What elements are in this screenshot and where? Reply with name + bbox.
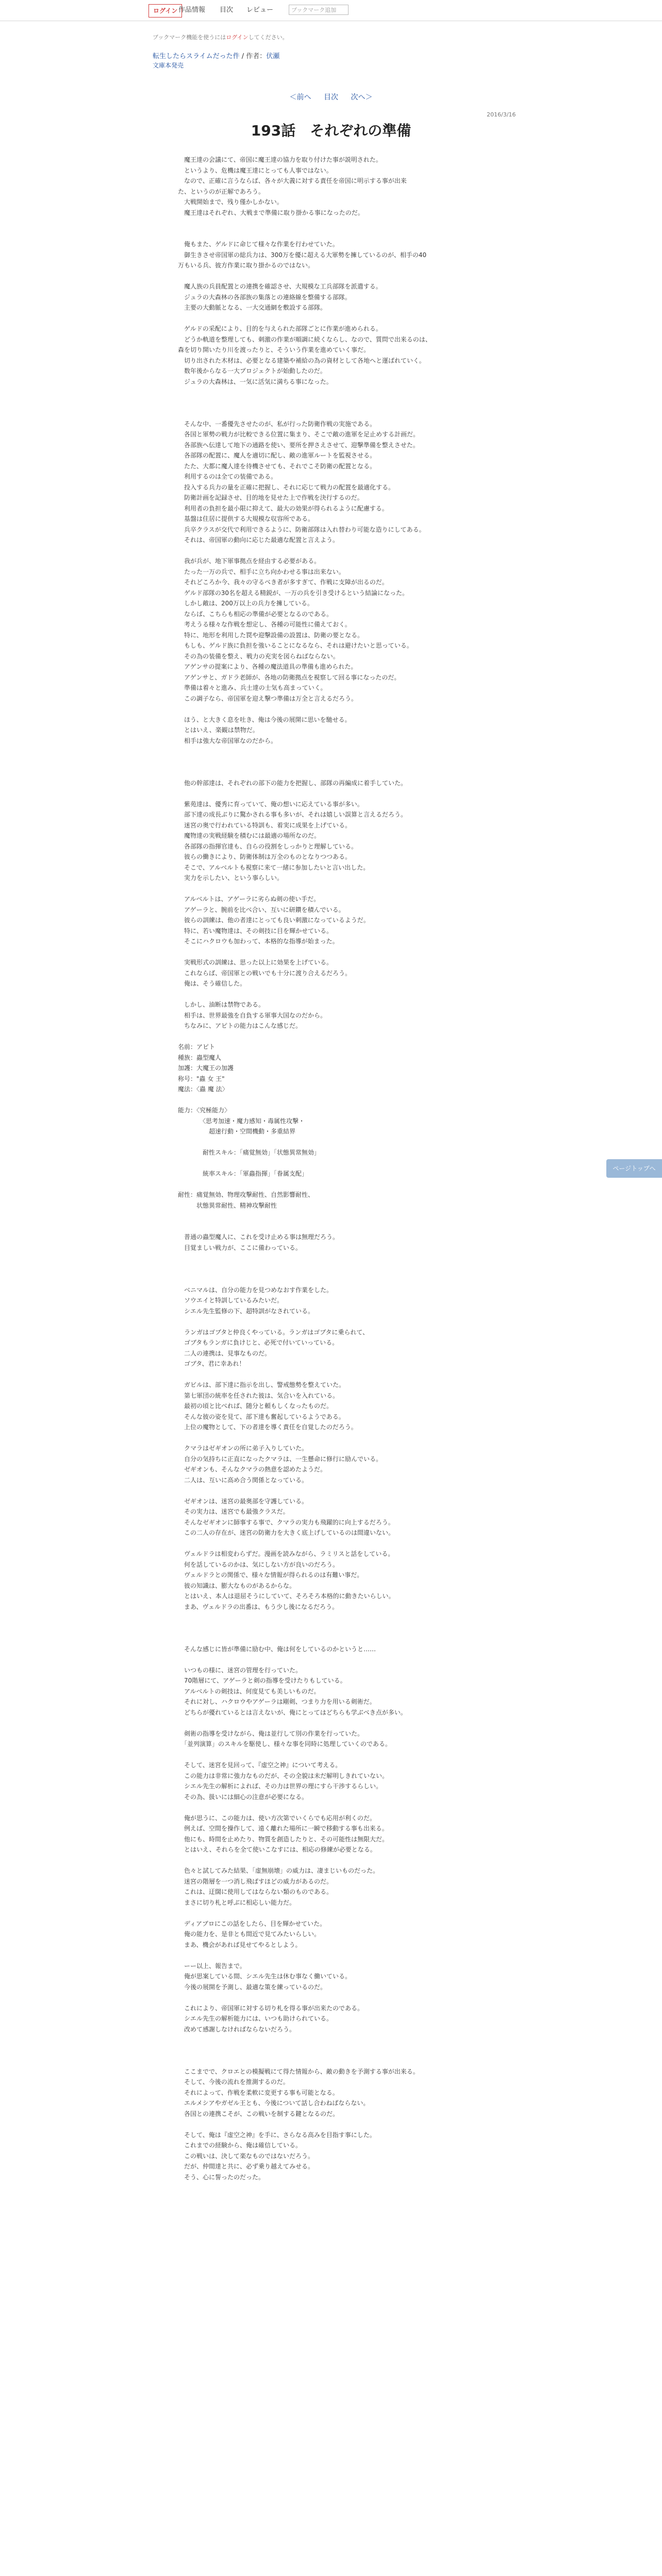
body-line: 能力：〈究極能力〉 [178,1107,231,1114]
body-line: 他にも、時間を止めたり、物質を創造したりと、その可能性は無限大だ。 [178,1835,389,1843]
body-line: その実力は、迷宮でも最強クラスだ。 [178,1508,289,1515]
body-line: 彼らの訓練は、他の者達にとっても良い刺激になっているようだ。 [178,917,370,924]
body-line: ジュラの大森林の各部族の集落との連絡線を整備する部隊。 [178,293,351,301]
body-line: 基盤は住居に提供する大規模な収容所である。 [178,515,315,522]
body-line: 防衛計画を記録させ、目的地を見せた上で作戦を決行するのだ。 [178,494,363,501]
body-line: 部下達の成長ぶりに驚かされる事も多いが、それは嬉しい誤算と言えるだろう。 [178,811,407,818]
body-line: それに対し、ハクロウやアゲーラは剛剣、つまり力を用いる剣術だ。 [178,1698,376,1705]
body-line: その為の装備を整え、戦力の充実を図らねばならない。 [178,652,339,660]
body-line: だが、仲間達と共に、必ず乗り越えてみせる。 [178,2163,315,2170]
body-line: これは、迂闊に使用してはならない類のものである。 [178,1888,333,1895]
body-line: 魔人族の兵員配置との連携を確認させ、大規模な工兵部隊を派遣する。 [178,283,382,290]
next-chapter-link[interactable]: 次へ＞ [351,93,373,101]
page-top-button[interactable]: ページトップへ [606,1159,662,1178]
body-line [178,1158,487,1169]
body-line: 万もいる兵、彼方作業に取り掛かるのではない。 [178,262,315,269]
body-line [178,1369,487,1380]
body-line: 普通の蟲型魔人に、これを受け止める事は無理だろう。 [178,1233,339,1241]
body-line: 特に、地形を利用した罠や迎撃設備の設置は、防衛の要となる。 [178,631,364,639]
body-line: そして、今後の流れを推測するのだ。 [178,2078,289,2086]
body-line: 改めて感謝しなければならないだろう。 [178,2025,296,2033]
notice-prefix: ブックマーク機能を使うには [153,34,226,41]
body-line: シエル先生監修の下、超特訓がなされている。 [178,1307,315,1315]
body-line: そして、迷宮を見回って、『虚空之神』について考える。 [178,1761,342,1769]
body-line [178,1433,487,1444]
body-line: 利用者の負担を最小限に抑えて、最大の効果が得られるように配慮する。 [178,504,388,512]
body-line: この能力は非常に強力なものだが、その全貌は未だ解明しきれていない。 [178,1772,389,1780]
body-line: 名前：アピト [178,1043,216,1050]
body-line: 色々と試してみた結果、「虚無崩壊」の威力は、凄まじいものだった。 [178,1867,379,1874]
body-line: そんな彼の姿を見て、部下達も奮起しているようである。 [178,1413,345,1420]
body-line: どうか軌道を整理しても、刺激の作業が順調に続くならし、なので、質問で出来るのは、 [178,335,432,343]
body-line: そこで、アルベルトも視察に来て一緒に参加したいと言い出した。 [178,863,370,871]
body-line: 御生きさせ帝国軍の総兵力は、300万を優に超える大軍勢を擁しているのが、相手の40 [178,251,427,259]
body-line: 俺が思うに、この能力は、使い方次第でいくらでも応用が利くのだ。 [178,1814,376,1822]
body-line: ならば、こちらも相応の準備が必要となるのである。 [178,610,333,618]
body-line: 各国と軍勢の戦力が比較できる位置に集まり、そこで敵の進軍を足止めする計画だ。 [178,431,420,438]
body-line: 俺が思案している間、シエル先生は休む事なく働いている。 [178,1973,352,1980]
body-line [178,313,487,324]
body-line [178,1211,487,1222]
body-line: アルベルトの剣技は、何度見ても美しいものだ。 [178,1687,320,1695]
body-line: ソウエイと特訓しているみたいだ。 [178,1297,284,1304]
body-line: しかし、油断は禁物である。 [178,1001,265,1008]
body-line: ガビルは、部下達に指示を出し、警戒態勢を整えていた。 [178,1381,345,1388]
notice-login-link[interactable]: ログイン [226,34,249,41]
body-line: 状態異常耐性、精神攻撃耐性 [178,1201,277,1209]
body-line: ゲルド部隊の30名を超える精鋭が、一万の兵を引き受けるという結論になった。 [178,589,409,597]
body-line: 実戦形式の訓練は、思った以上に効果を上げている。 [178,959,333,966]
body-line [178,1264,487,1275]
body-line: 相手は、世界最強を自負する軍事大国なのだから。 [178,1011,327,1019]
body-line: どちらが優れているとは言えないが、俺にとってはどちらも学ぶべき点が多い。 [178,1708,407,1716]
login-button[interactable]: ログイン [148,4,182,18]
body-line: そんな感じに皆が準備に励む中、俺は何をしているのかというと…… [178,1645,376,1653]
body-line: とはいえ、本人は退屈そうにしていて、そろそろ本格的に動きたいらしい。 [178,1592,395,1600]
body-line: アルベルトは、アゲーラに劣らぬ剣の使い手だ。 [178,895,320,903]
author-prefix: 作者： [246,53,267,60]
body-line: 準備は着々と進み、兵士達の士気も高まっていく。 [178,684,327,691]
body-line [178,1950,487,1961]
body-line [178,1654,487,1665]
body-line: 俺もまた、ゲルドに命じて様々な作業を行わせていた。 [178,241,339,248]
body-line: 魔法：〈蟲 魔 法〉 [178,1086,228,1093]
body-line: 相手は強大な帝国軍なのだから。 [178,737,277,744]
body-line: 各部族へ伝達して地下の通路を使い、要所を押さえさせて、迎撃準備を整えさせた。 [178,441,419,449]
body-line: ゼギオンは、迷宮の最奥部を守護している。 [178,1497,308,1505]
body-line [178,1992,487,2003]
body-line: ゴブタもランガに負けじと、必死で付いていっている。 [178,1339,339,1346]
toc-link[interactable]: 目次 [324,93,338,101]
nav-review-link[interactable]: レビュー [246,6,274,14]
body-line: ヴェルドラは相変わらずだ。漫画を読みながら、ラミリスと話をしている。 [178,1550,394,1557]
series-title[interactable]: 転生したらスライムだった件 / 作者：伏瀬 [153,53,280,60]
body-line: そう、心に誓ったのだった。 [178,2173,265,2181]
body-line [178,746,487,757]
body-line: 投入する兵力の量を正確に把握し、それに応じて戦力の配置を最適化する。 [178,483,395,491]
body-line: 二人は、互いに高め合う関係となっている。 [178,1476,308,1484]
body-line: 例えば、空間を操作して、遠く離れた場所に一瞬で移動する事も出来る。 [178,1825,388,1832]
body-line: 森を切り開いたり川を渡ったりと、そういう作業を進めていく事だ。 [178,346,370,353]
body-line [178,1538,487,1549]
body-line: これならば、帝国軍との戦いでも十分に渡り合えるだろう。 [178,969,352,977]
body-line: ゲルドの采配により、目的を与えられた部隊ごとに作業が進められる。 [178,325,382,332]
body-line: 魔王達はそれぞれ、大戦まで準備に取り掛かる事になったのだ。 [178,209,364,216]
body-line [178,1750,487,1760]
body-line: それは、帝国軍の動向に応じた最適な配置と言えよう。 [178,536,339,544]
body-line [178,1633,487,1644]
body-line [178,1623,487,1634]
body-line: ほう、と大きく息を吐き、俺は今後の展開に思いを馳せる。 [178,716,351,723]
body-line: まさに切り札と呼ぶに相応しい能力だ。 [178,1899,296,1906]
body-line [178,1137,487,1148]
body-line [178,1855,487,1866]
body-line [178,947,487,958]
body-line [178,1179,487,1190]
body-line: ちなみに、アピトの能力はこんな感じだ。 [178,1022,302,1029]
body-line: この調子なら、帝国軍を迎え撃つ準備は万全と言えるだろう。 [178,694,358,702]
pager-top [0,92,662,102]
body-line [178,757,487,768]
body-line: 今後の展開を予測し、最適な策を練っているのだ。 [178,1983,327,1991]
body-line [178,2035,487,2045]
body-line: ここまでで、クロエとの模擬戦にて得た情報から、敵の動きを予測する事が出来る。 [178,2067,419,2075]
body-line: 何を話しているのかは、気にしない方が良いのだろう。 [178,1561,339,1568]
body-line: ゼギオンも、そんなクマラの熱意を認めたようだ。 [178,1466,327,1473]
body-line: 自分の気持ちに正直になったクマラは、一生懸命に修行に励んでいる。 [178,1455,383,1463]
nav-work-info-link[interactable]: 作品情報 [178,6,206,14]
body-line: アゲンサの提案により、各種の魔法道具の準備も進められた。 [178,663,357,670]
chapter-body [178,155,487,2182]
body-line [178,2119,487,2130]
body-line: 第七軍団の統率を任された彼は、気合いを入れている。 [178,1392,339,1399]
body-line: それによって、作戦を柔軟に変更する事も可能となる。 [178,2089,339,2096]
body-line: 彼の知識は、膨大なものがあるからな。 [178,1582,296,1589]
bookmark-add-box[interactable]: ブックマーク追加 [289,5,349,15]
body-line: これにより、帝国軍に対する切り札を得る事が出来たのである。 [178,2004,364,2012]
body-line: まあ、ヴェルドラの出番は、もう少し後になるだろう。 [178,1603,339,1611]
chapter-title: 193話 それぞれの準備 [251,122,411,139]
body-line: 種族：蟲型魔人 [178,1054,222,1061]
body-line [178,408,487,419]
body-line: 二人の連携は、見事なものだ。 [178,1349,271,1357]
body-line: それどころか今、我々の守るべき者が多すぎて、作戦に支障が出るのだ。 [178,579,388,586]
body-line [178,1718,487,1728]
body-line: 各部隊の配置に、魔人を適切に配し、敵の進軍ルートを監視させる。 [178,452,376,459]
body-line [178,1031,487,1042]
body-line: 耐性：痛覚無効、物理攻撃耐性、自然影響耐性、 [178,1191,315,1198]
body-line: 加護：大魔王の加護 [178,1064,234,1072]
body-line [178,1485,487,1496]
body-line: この戦いは、決して楽なものではないだろう。 [178,2152,315,2160]
body-line: 大戦開始まで、残り僅かしかない。 [178,198,283,206]
body-line: まあ、機会があれば見せてやるとしよう。 [178,1941,302,1948]
body-line: 上位の魔物として、下の者達を導く責任を自覚したのだろう。 [178,1423,357,1431]
body-line [178,767,487,778]
body-line [178,218,487,229]
prev-chapter-link[interactable]: ＜前へ [289,93,311,101]
body-line [178,1316,487,1327]
body-line: 特に、若い魔物達は、その剣技に目を輝かせている。 [178,927,333,935]
body-line: この二人の存在が、迷宮の防衛力を大きく底上げしているのは間違いない。 [178,1529,395,1536]
body-line [178,546,487,556]
body-line [178,271,487,282]
body-line: 魔王達の会議にて、帝国に魔王達の協力を取り付けた事が説明された。 [178,156,382,163]
body-line: ジュラの大森林は、一気に活気に満ちる事になった。 [178,378,333,385]
body-line [178,1612,487,1623]
body-line: 実力を示したい、という事らしい。 [178,874,284,882]
body-line: ランガはゴブタと仲良くやっている。ランガはゴブタに乗られて、 [178,1328,369,1336]
series-subtitle: 文庫本発売 [153,62,184,69]
body-line: 〈思考加速・魔力感知・毒属性攻撃・ [178,1117,305,1125]
series-title-text[interactable]: 転生したらスライムだった件 [153,53,240,60]
body-line: クマラはゼギオンの所に弟子入りしていた。 [178,1445,308,1452]
body-line [178,1274,487,1285]
notice-suffix: してください。 [248,34,288,41]
body-line: 他の幹部達は、それぞれの部下の能力を把握し、部隊の再編成に着手していた。 [178,779,407,787]
body-line: 目覚ましい戦力が、ここに備わっている。 [178,1244,302,1251]
publish-date: 2016/3/16 [487,111,516,118]
body-line: 「並列演算」のスキルを駆使し、様々な事を同時に処理していくのである。 [178,1740,391,1748]
body-line: 最初の頃と比べれば、随分と頼もしくなったものだ。 [178,1402,333,1410]
nav-toc-link[interactable]: 目次 [220,6,234,14]
body-line [178,398,487,409]
body-line: そして、俺は『虚空之神』を手に、さらなる高みを目指す事にした。 [178,2131,376,2139]
body-line: なので、正確に言うならば、各々が大義に対する責任を帝国に明示する事が出来 [178,177,407,184]
body-line: ゴブタ、君に幸あれ！ [178,1360,245,1367]
body-line: ーー以上、報告まで。 [178,1962,246,1970]
body-line: そんなゼギオンに師事する事で、クマラの実力も飛躍的に向上するだろう。 [178,1518,394,1526]
top-navigation-bar [0,0,662,21]
body-line: 考えうる様々な作戦を想定し、各種の可能性に備えておく。 [178,621,351,628]
body-line [178,704,487,715]
body-line: 称号："蟲 女 王" [178,1075,225,1082]
body-line: 各部隊の指揮官達も、自らの役割をしっかりと理解している。 [178,842,358,850]
body-line: 数年後からなる一大プロジェクトが始動したのだ。 [178,367,326,375]
body-line [178,1802,487,1813]
body-line: エルメシアやガゼル王とも、今後について話し合わねばならない。 [178,2099,370,2107]
body-line: 彼らの働きにより、防衛体制は万全のものとなりつつある。 [178,853,352,860]
body-line: いつもの様に、迷宮の管理を行っていた。 [178,1666,302,1674]
body-line: 利用するのは全ての装備である。 [178,473,277,480]
body-line [178,1095,487,1106]
body-line: とはいえ、楽観は禁物だ。 [178,726,259,734]
body-line: ヴェルドラとの関係で、様々な情報が得られるのは有難い事だ。 [178,1571,363,1579]
body-line: これまでの経験から、俺は確信している。 [178,2142,302,2149]
body-line: 兵卒クラスが交代で利用できるように、防衛部隊は入れ替わり可能な造りにしてある。 [178,526,425,533]
body-line: アゲーラと、腕前を比べ合い、互いに研鑽を積んでいる。 [178,906,345,913]
body-line [178,1908,487,1919]
body-line: とはいえ、それらを全て使いこなすには、相応の修練が必要となる。 [178,1846,376,1853]
body-line: 統率スキル：「軍蟲指揮」「眷属支配」 [178,1170,308,1177]
body-line: そこにハクロウも加わって、本格的な指導が始まった。 [178,938,339,945]
body-line: 超速行動・空間機動・多重結界 [178,1128,296,1135]
body-line: た、というのが正解であろう。 [178,188,265,195]
body-line: シエル先生の解析によれば、その力は世界の理にすら干渉するらしい。 [178,1783,383,1790]
body-line: ベニマルは、自分の能力を見つめなおす作業をした。 [178,1286,333,1294]
login-notice [153,33,288,41]
body-line: その為、扱いには細心の注意が必要になる。 [178,1793,308,1801]
body-line: 迷宮の階層を一つ消し飛ばすほどの威力があるのだ。 [178,1877,333,1885]
body-line: 魔物達の実戦経験を積むには最適の場所なのだ。 [178,832,321,839]
body-line [178,229,487,240]
body-line: 主要の大動脈となる、一大交通網を敷設する部隊。 [178,304,327,311]
body-line: もしも、ゲルド族に負担を強いることになるなら、それは避けたいと思っている。 [178,642,413,649]
body-line: 俺の能力を、是非とも間近で見てみたいらしい。 [178,1930,321,1938]
body-line: 切り出された木材は、必要となる建築や補給の為の資材として各地へと運ばれていく。 [178,357,425,364]
body-line [178,2056,487,2066]
body-line: 我が兵が、地下軍事拠点を経由する必要がある。 [178,557,321,565]
body-line: 剣術の指導を受けながら、俺は並行して別の作業を行っていた。 [178,1730,364,1737]
body-line: たった一万の兵で、相手に立ち向かわせる事は出来ない。 [178,568,345,575]
body-line: 耐性スキル：「痛覚無効」「状態異常無効」 [178,1149,320,1156]
author-name[interactable]: 伏瀬 [266,53,280,60]
body-line: そんな中、一番優先させたのが、私が行った防衛作戦の実施である。 [178,420,376,428]
body-line: 俺は、そう確信した。 [178,980,246,987]
body-line: アゲンサと、ガドラ老師が、各地の防衛拠点を視察して回る事になったのだ。 [178,673,401,681]
body-line: シエル先生の解析能力には、いつも助けられている。 [178,2015,333,2022]
body-line: たた、大都に魔人達を待機させても、それでこそ防衛の配置となる。 [178,462,376,470]
body-line [178,989,487,1000]
body-line: しかし敵は、200万以上の兵力を擁している。 [178,600,313,607]
body-line [178,1222,487,1232]
body-line [178,387,487,398]
body-line: 迷宮の奥で行われている特訓も、着実に成果を上げている。 [178,821,352,829]
body-line: というより、危機は魔王達にとっても人事ではない。 [178,166,333,174]
body-line [178,788,487,799]
body-line: 70階層にて、アゲーラと剣の指導を受けたりもしている。 [178,1677,346,1684]
body-line: 各国との連携こそが、この戦いを制する鍵となるのだ。 [178,2110,339,2117]
body-line: ディアブロにこの話をしたら、目を輝かせていた。 [178,1920,326,1927]
body-line: 紫苑達は、優秀に育っていて、俺の想いに応えている事が多い。 [178,800,363,808]
body-line [178,884,487,894]
body-line [178,2045,487,2056]
body-line [178,1253,487,1264]
